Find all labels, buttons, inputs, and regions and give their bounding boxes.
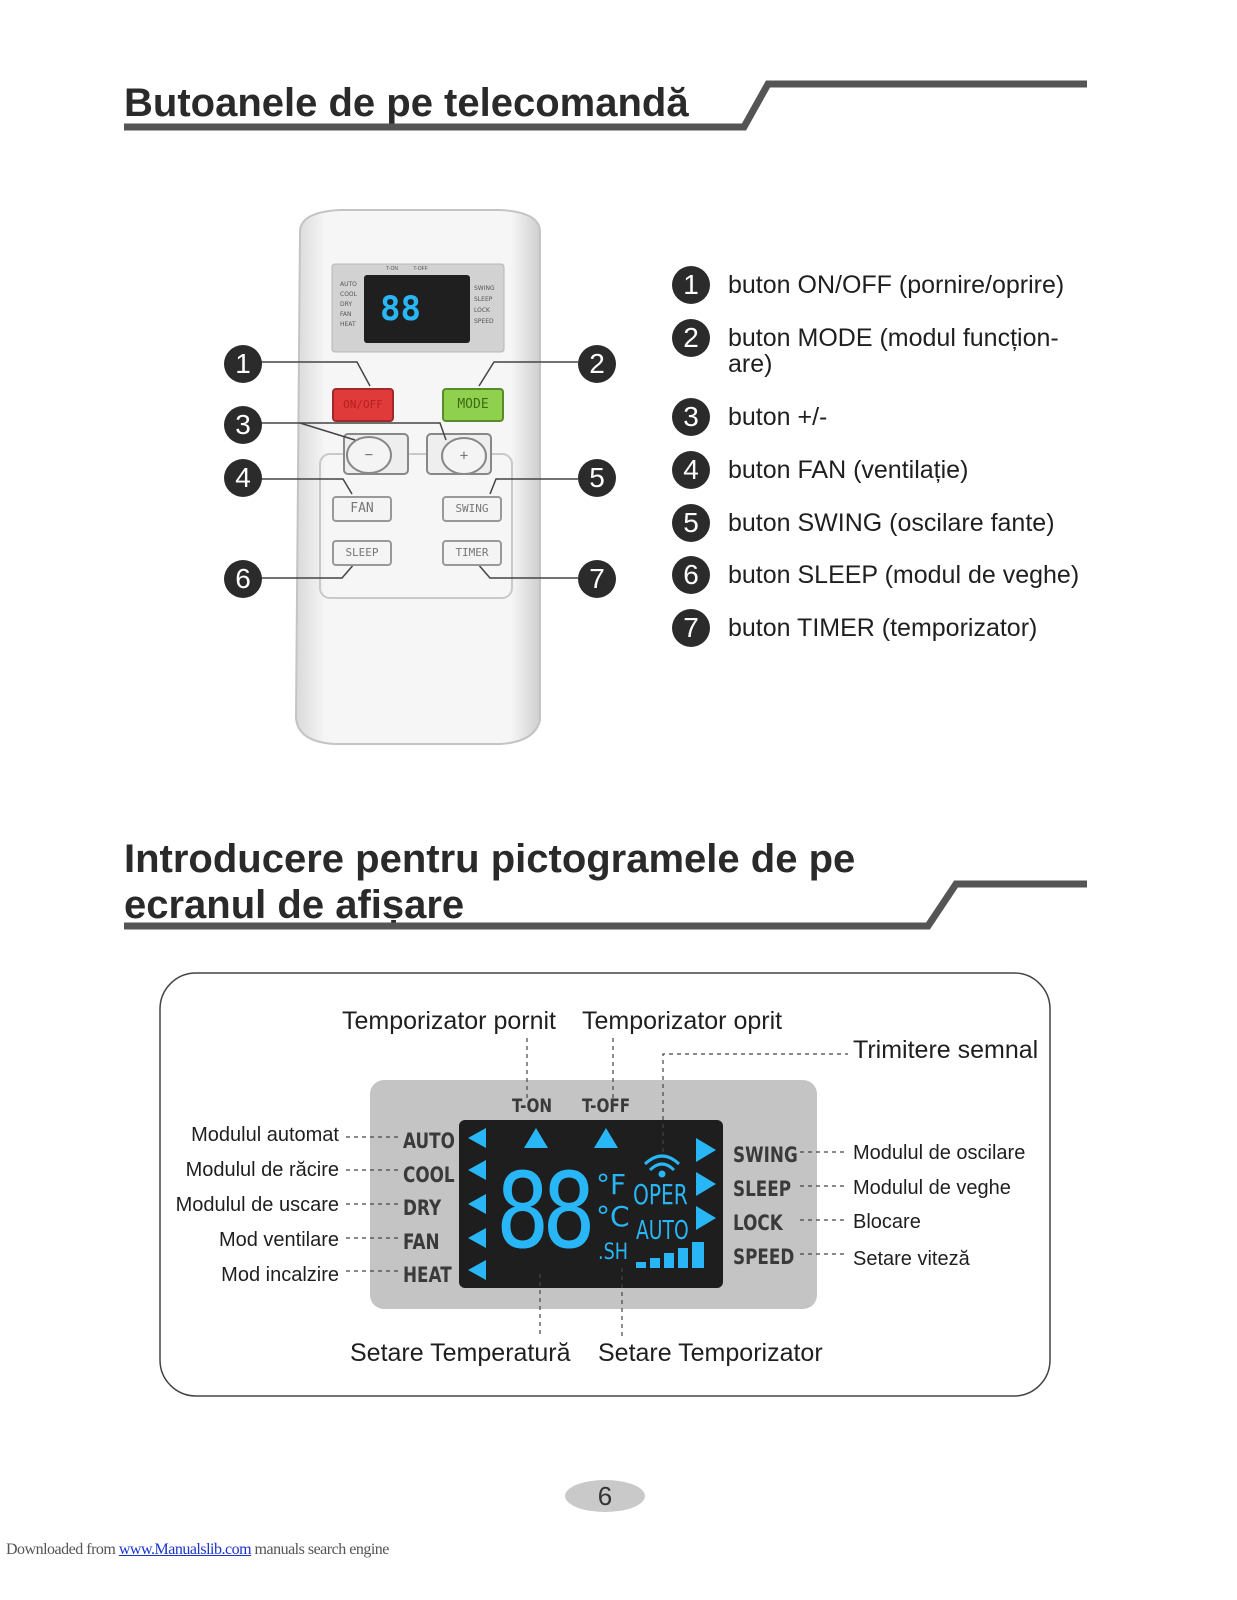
minus-button[interactable]: − (364, 447, 374, 463)
mini-lcd-toff: T-OFF (413, 266, 428, 272)
legend-num: 7 (672, 609, 710, 647)
label-timer-off: Temporizator oprit (582, 1007, 783, 1035)
lcd-lock: LOCK (733, 1211, 783, 1235)
legend-text: buton ON/OFF (pornire/oprire) (728, 271, 1065, 299)
legend-text: buton FAN (ventilație) (728, 456, 969, 484)
lcd-unit-c: °C (596, 1200, 630, 1233)
legend-text: buton SWING (oscilare fante) (728, 509, 1055, 537)
lcd-swing: SWING (733, 1143, 798, 1167)
lcd-t-off: T-OFF (582, 1095, 631, 1117)
label-set-temp: Setare Temperatură (350, 1339, 571, 1367)
lcd-t-on: T-ON (512, 1095, 553, 1117)
mini-lcd-swing: SWING (474, 285, 495, 292)
legend-num: 3 (672, 398, 710, 436)
mini-lcd-digits: 88 (380, 289, 421, 329)
mini-lcd-sleep: SLEEP (474, 296, 493, 303)
callout-badge-7: 7 (578, 560, 616, 598)
label-fan-mode: Mod ventilare (218, 1229, 339, 1251)
mini-lcd-ton: T-ON (386, 266, 398, 272)
legend-num: 5 (672, 504, 710, 542)
legend-text: buton MODE (modul funcțion-are) (728, 324, 1059, 378)
lcd-speed: SPEED (733, 1245, 795, 1269)
lcd-fan: FAN (403, 1229, 440, 1254)
label-swing: Modulul de oscilare (853, 1142, 1026, 1164)
sleep-button[interactable]: SLEEP (332, 540, 392, 566)
onoff-button[interactable]: ON/OFF (332, 388, 394, 422)
lcd-cool: COOL (403, 1162, 455, 1187)
legend-text: buton +/- (728, 403, 828, 431)
legend-num: 6 (672, 556, 710, 594)
label-auto-mode: Modulul automat (191, 1124, 339, 1146)
callout-badge-6: 6 (224, 560, 262, 598)
label-sleep: Modulul de veghe (853, 1177, 1011, 1199)
legend-text: buton TIMER (temporizator) (728, 614, 1038, 642)
mini-lcd-fan: FAN (340, 311, 352, 318)
page-number: 6 (565, 1480, 645, 1512)
lcd-function-words (733, 1138, 814, 1274)
plus-button[interactable]: + (459, 448, 469, 464)
callout-badge-1: 1 (224, 345, 262, 383)
label-speed: Setare viteză (853, 1248, 970, 1270)
lcd-sleep: SLEEP (733, 1177, 792, 1201)
lcd-heat: HEAT (403, 1263, 452, 1287)
label-dry-mode: Modulul de uscare (175, 1194, 339, 1216)
mode-button[interactable]: MODE (442, 388, 504, 422)
footer (6, 1541, 389, 1559)
section-title-buttons: Butoanele de pe telecomandă (124, 81, 689, 125)
lcd-oper: OPER (633, 1178, 688, 1211)
label-timer-on: Temporizator pornit (342, 1007, 556, 1035)
label-lock: Blocare (853, 1211, 921, 1233)
label-heat-mode: Mod incalzire (221, 1264, 339, 1286)
mini-lcd-cool: COOL (340, 291, 357, 298)
lcd-auto: AUTO (403, 1129, 455, 1153)
legend-num: 2 (672, 319, 710, 357)
lcd-auto-fan: AUTO (636, 1216, 689, 1246)
timer-button[interactable]: TIMER (442, 540, 502, 566)
lcd-unit-f: °F (596, 1168, 627, 1201)
legend-num: 4 (672, 451, 710, 489)
callout-badge-4: 4 (224, 459, 262, 497)
label-set-timer: Setare Temporizator (598, 1339, 823, 1367)
callout-badge-3: 3 (224, 406, 262, 444)
mini-lcd-auto: AUTO (340, 281, 357, 288)
mini-lcd-heat: HEAT (340, 321, 356, 328)
footer-prefix: Downloaded from (6, 1541, 119, 1558)
legend-text: buton SLEEP (modul de veghe) (728, 561, 1080, 589)
swing-button[interactable]: SWING (442, 496, 502, 522)
section-title-line2: ecranul de afișare (124, 883, 465, 927)
fan-button[interactable]: FAN (332, 496, 392, 522)
legend-num: 1 (672, 266, 710, 304)
callout-badge-5: 5 (578, 459, 616, 497)
label-cool-mode: Modulul de răcire (185, 1159, 339, 1181)
mini-lcd-dry: DRY (340, 301, 353, 308)
footer-suffix: manuals search engine (251, 1541, 389, 1558)
footer-link[interactable]: www.Manualslib.com (118, 1541, 252, 1558)
section-title-line1: Introducere pentru pictogramele de pe (124, 837, 856, 881)
lcd-sh: .SH (598, 1240, 629, 1265)
lcd-temp-digits: 88 (496, 1150, 589, 1272)
label-signal: Trimitere semnal (853, 1036, 1039, 1064)
callout-badge-2: 2 (578, 345, 616, 383)
lcd-dry: DRY (403, 1196, 442, 1220)
mini-lcd-lock: LOCK (474, 307, 490, 314)
lcd-mode-words (403, 1125, 468, 1293)
mini-lcd-speed: SPEED (474, 318, 494, 325)
